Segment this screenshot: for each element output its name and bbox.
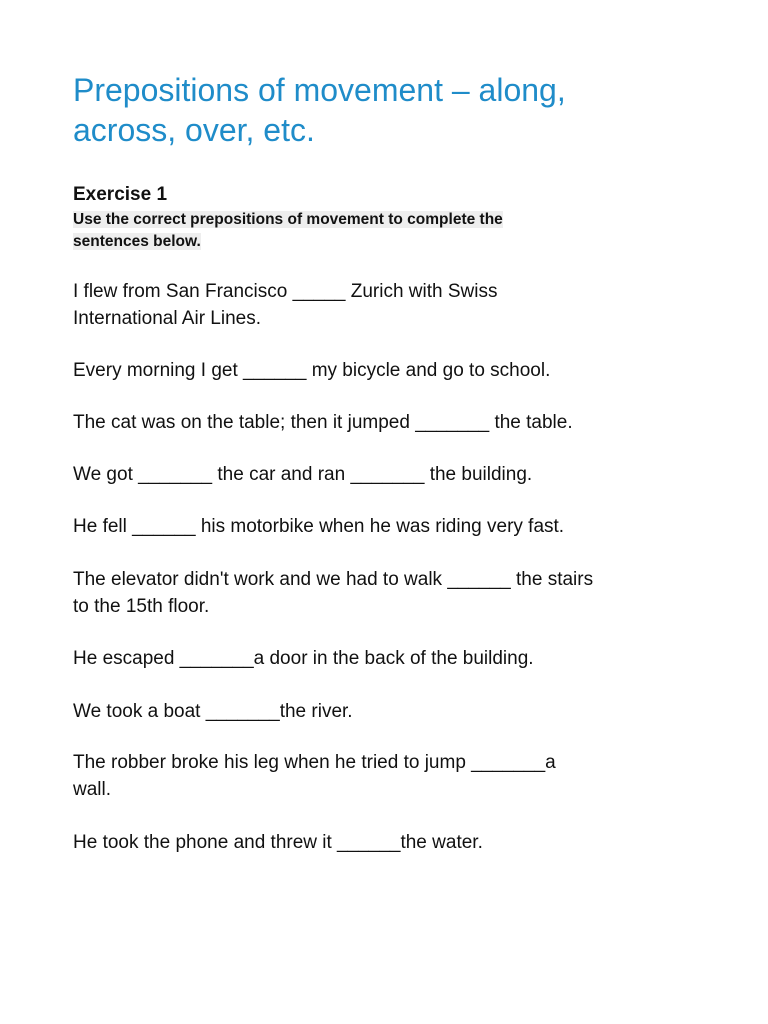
sentence-2: [73, 357, 713, 384]
exercise-heading: Exercise 1: [73, 184, 168, 205]
sentence-8-line-1: We took a boat _______the river.: [73, 701, 353, 722]
sentence-6: [73, 566, 713, 620]
title-line-2: across, over, etc.: [73, 112, 315, 148]
sentence-9-line-2: wall.: [73, 779, 112, 800]
sentence-9-line-1: The robber broke his leg when he tried to jump _______a: [73, 752, 556, 773]
sentence-10-line-1: He took the phone and threw it ______the water.: [73, 832, 483, 853]
page-title: [73, 70, 713, 150]
sentence-1-line-2: International Air Lines.: [73, 308, 262, 329]
sentence-10: [73, 829, 713, 856]
sentence-1-line-1: I flew from San Francisco _____ Zurich with Swiss: [73, 281, 498, 302]
sentence-3: [73, 409, 713, 436]
sentence-3-line-1: The cat was on the table; then it jumped _______ the table.: [73, 412, 573, 433]
sentence-9: [73, 749, 713, 803]
instructions-line-1: Use the correct prepositions of movement to complete the: [73, 211, 503, 228]
title-line-1: Prepositions of movement – along,: [73, 72, 566, 108]
sentence-1: [73, 278, 713, 332]
sentence-2-line-1: Every morning I get ______ my bicycle and go to school.: [73, 360, 551, 381]
instructions-line-2: sentences below.: [73, 233, 201, 250]
sentence-6-line-1: The elevator didn't work and we had to walk ______ the stairs: [73, 569, 594, 590]
sentence-8: [73, 698, 713, 725]
sentence-7-line-1: He escaped _______a door in the back of the building.: [73, 648, 534, 669]
sentence-5-line-1: He fell ______ his motorbike when he was riding very fast.: [73, 516, 565, 537]
sentence-4-line-1: We got _______ the car and ran _______ the building.: [73, 464, 533, 485]
exercise-instructions: [73, 209, 633, 253]
sentence-6-line-2: to the 15th floor.: [73, 596, 210, 617]
sentence-4: [73, 461, 713, 488]
sentence-5: [73, 513, 713, 540]
sentence-7: [73, 645, 713, 672]
